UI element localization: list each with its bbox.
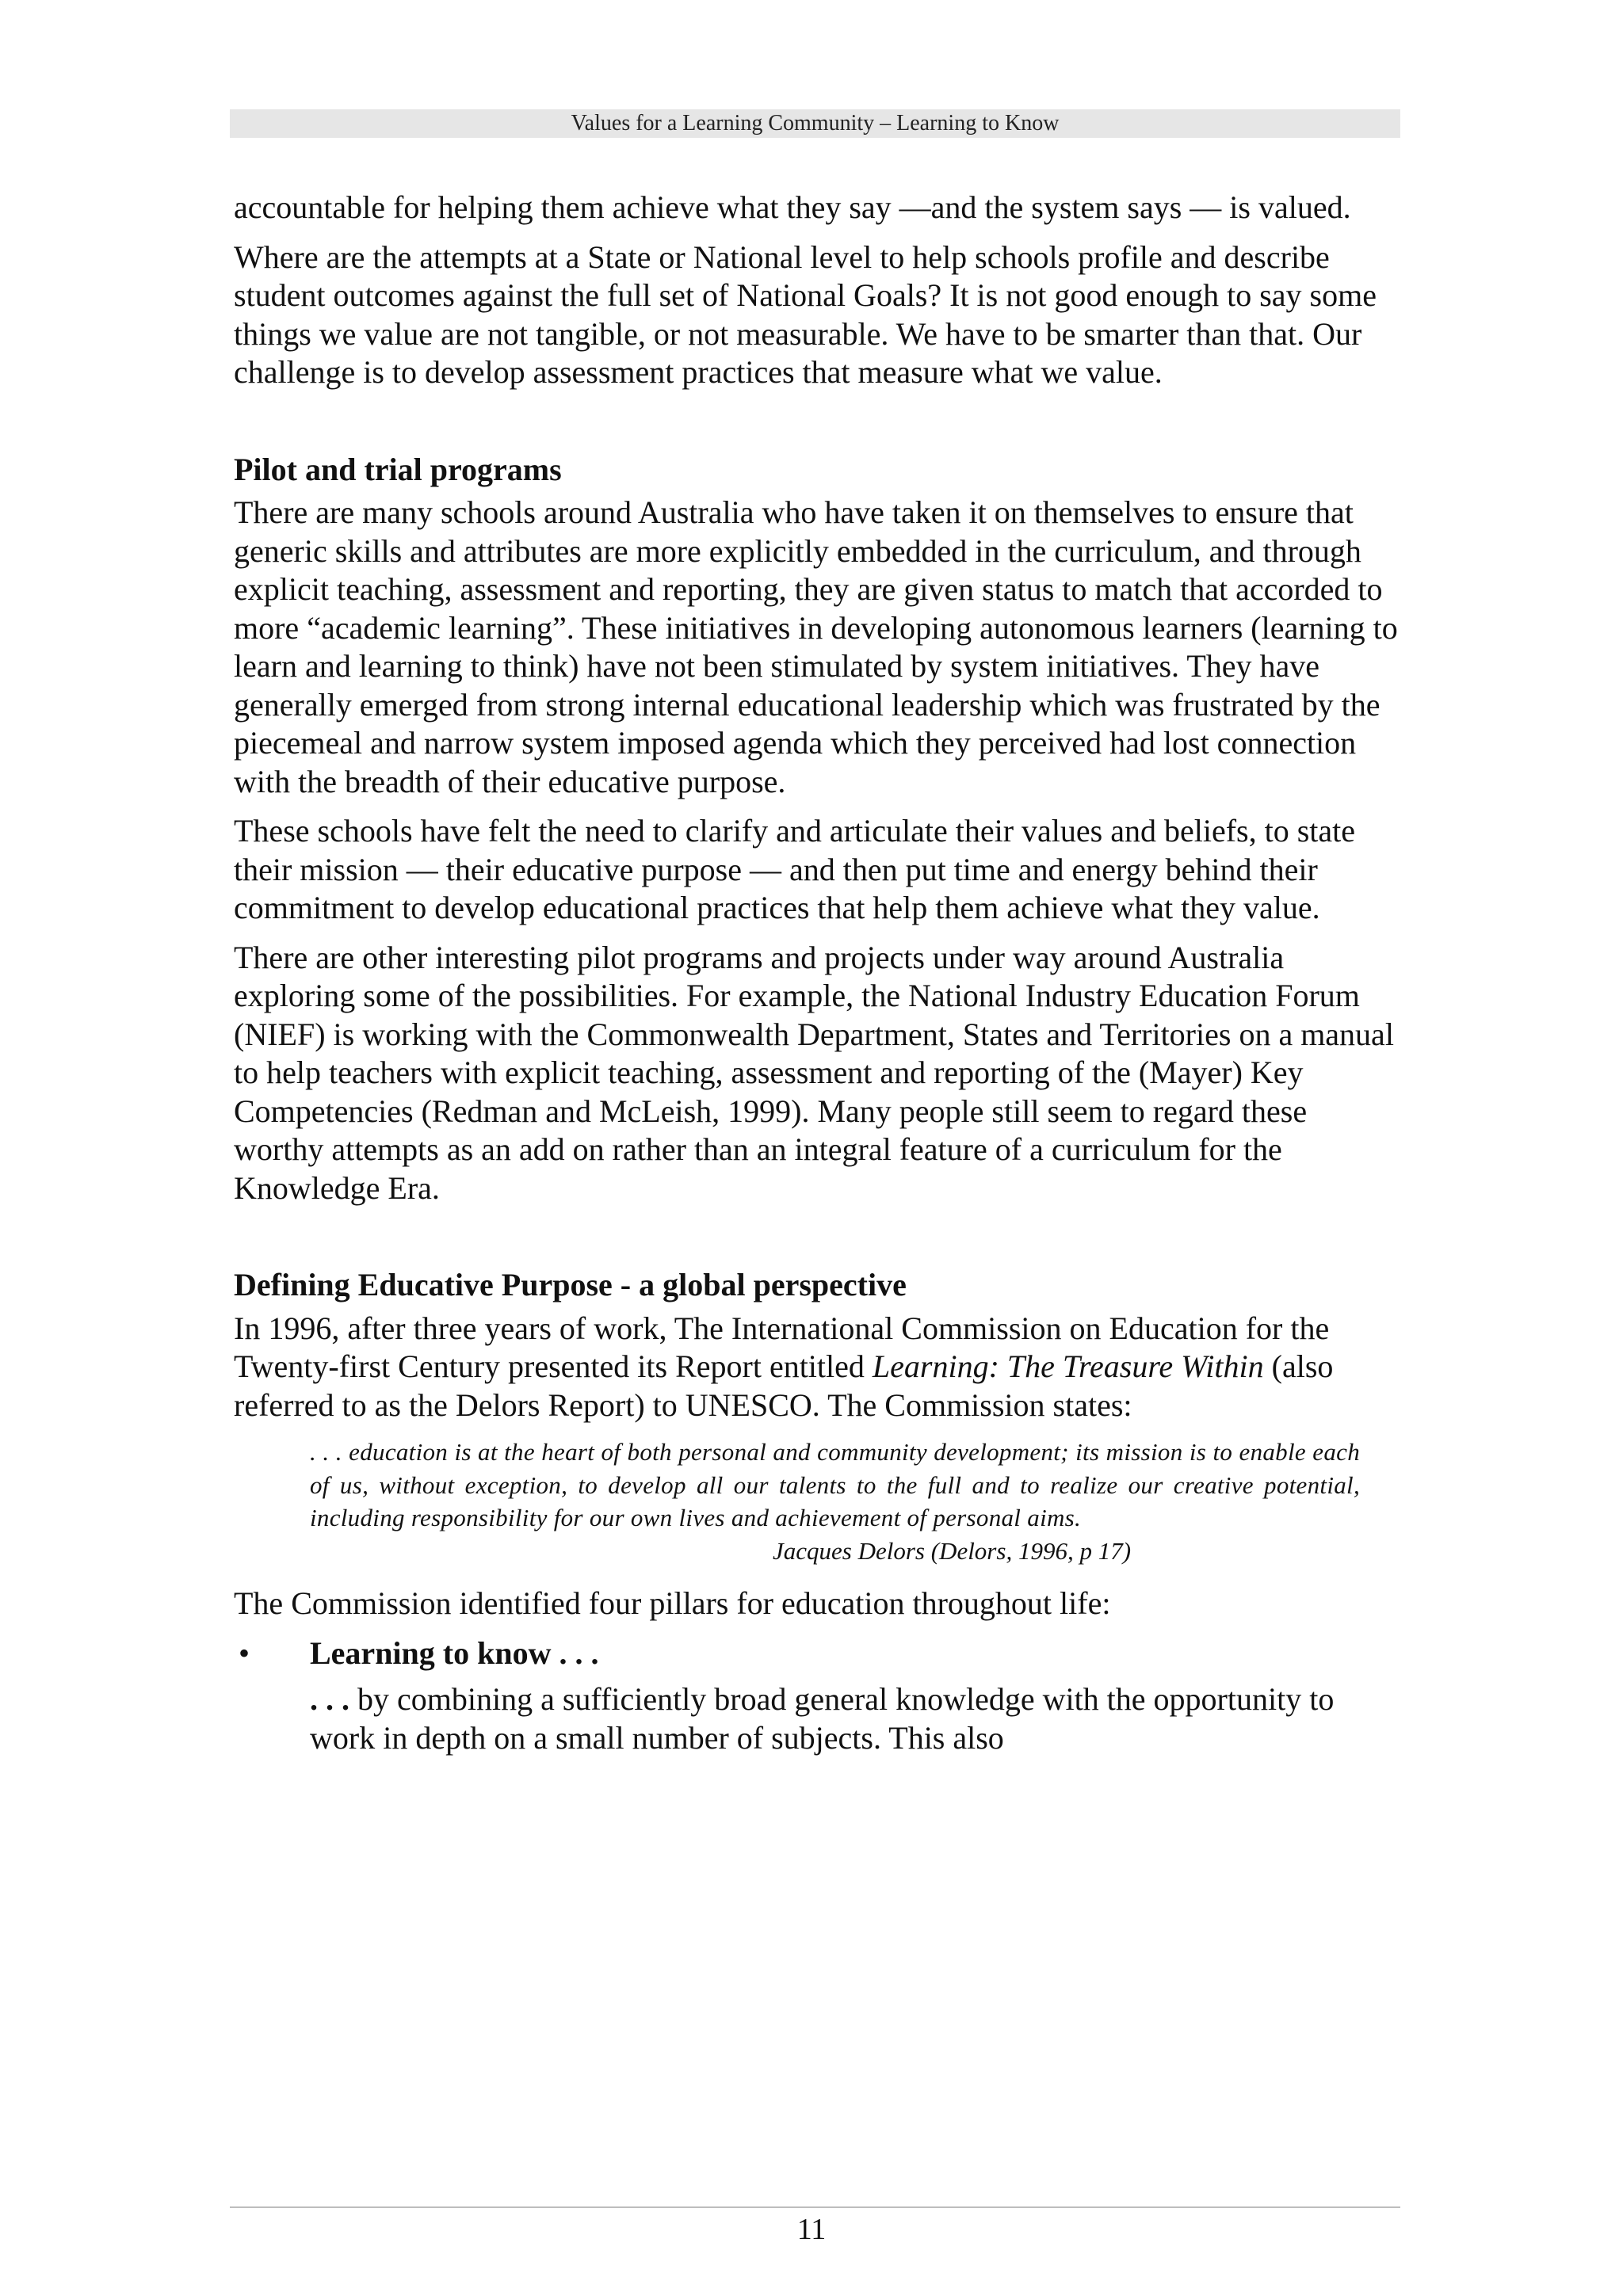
page-number: 11 [796,2213,827,2246]
section-heading-purpose: Defining Educative Purpose - a global perspective [234,1267,907,1302]
footer-rule [230,2206,1400,2208]
bullet-text: by combining a sufficiently broad general knowledge with the opportunity to work in depth on a small number of subjects. This also [310,1681,1335,1756]
running-header: Values for a Learning Community – Learning to Know [230,109,1400,138]
bullet-title: Learning to know . . . [310,1634,599,1671]
pillars-intro: The Commission identified four pillars for education throughout life: [234,1585,1111,1621]
paragraph-text: (also referred to as the Delors Report) to UNESCO. The Commission states: [234,1348,1334,1423]
quote-attribution: Jacques Delors (Delors, 1996, p 17) [773,1536,1132,1565]
body-paragraph: There are other interesting pilot programs and projects under way around Australia exploring some of the possibilities. For example, the National Industry Education Forum (NIEF) is working with the Commonwealth Department, States and Territories on a manual to help teachers with explicit teaching, assessment and reporting of the (Mayer) Key Competencies (Redman and McLeish, 1999). Many people still seem to regard these worthy attempts as an add on rather than an integral feature of a curriculum for the Knowledge Era. [234,939,1394,1206]
bullet-body [310,1680,1403,1757]
intro-paragraph: accountable for helping them achieve what they say —and the system says — is valued. [234,189,1351,225]
block-quote: . . . education is at the heart of both personal and community development; its mission is to enable each of us, without exception, to develop all our talents to the full and to realize our creative potential, including responsibility for our own lives and achievement of personal aims. [310,1438,1360,1531]
body-paragraph: There are many schools around Australia who have taken it on themselves to ensure that generic skills and attributes are more explicitly embedded in the curriculum, and through explicit teaching, assessment and reporting, they are given status to match that accorded to more “academic learning”. These initiatives in developing autonomous learners (learning to learn and learning to think) have not been stimulated by system initiatives. They have generally emerged from strong internal educational leadership which was frustrated by the piecemeal and narrow system imposed agenda which they perceived had lost connection with the breadth of their educative purpose. [234,494,1398,799]
bullet-lead: . . . [310,1681,349,1717]
page-body [234,189,1403,1757]
paragraph-text: In 1996, after three years of work, The International Commission on Education for the Twenty-first Century presented its Report entitled [234,1310,1330,1384]
report-title: Learning: The Treasure Within [872,1348,1264,1384]
bullet-icon: • [239,1634,250,1671]
body-paragraph [234,1310,1403,1425]
section-heading-pilot: Pilot and trial programs [234,451,562,487]
bullet-item [234,1634,1403,1673]
body-paragraph: These schools have felt the need to clarify and articulate their values and beliefs, to state their mission — their educative purpose — and then put time and energy behind their commitment to develop educational practices that help them achieve what they value. [234,813,1355,925]
intro-paragraph: Where are the attempts at a State or National level to help schools profile and describe student outcomes against the full set of National Goals? It is not good enough to say some things we value are not tangible, or not measurable. We have to be smarter than that. Our challenge is to develop assessment practices that measure what we value. [234,238,1377,390]
